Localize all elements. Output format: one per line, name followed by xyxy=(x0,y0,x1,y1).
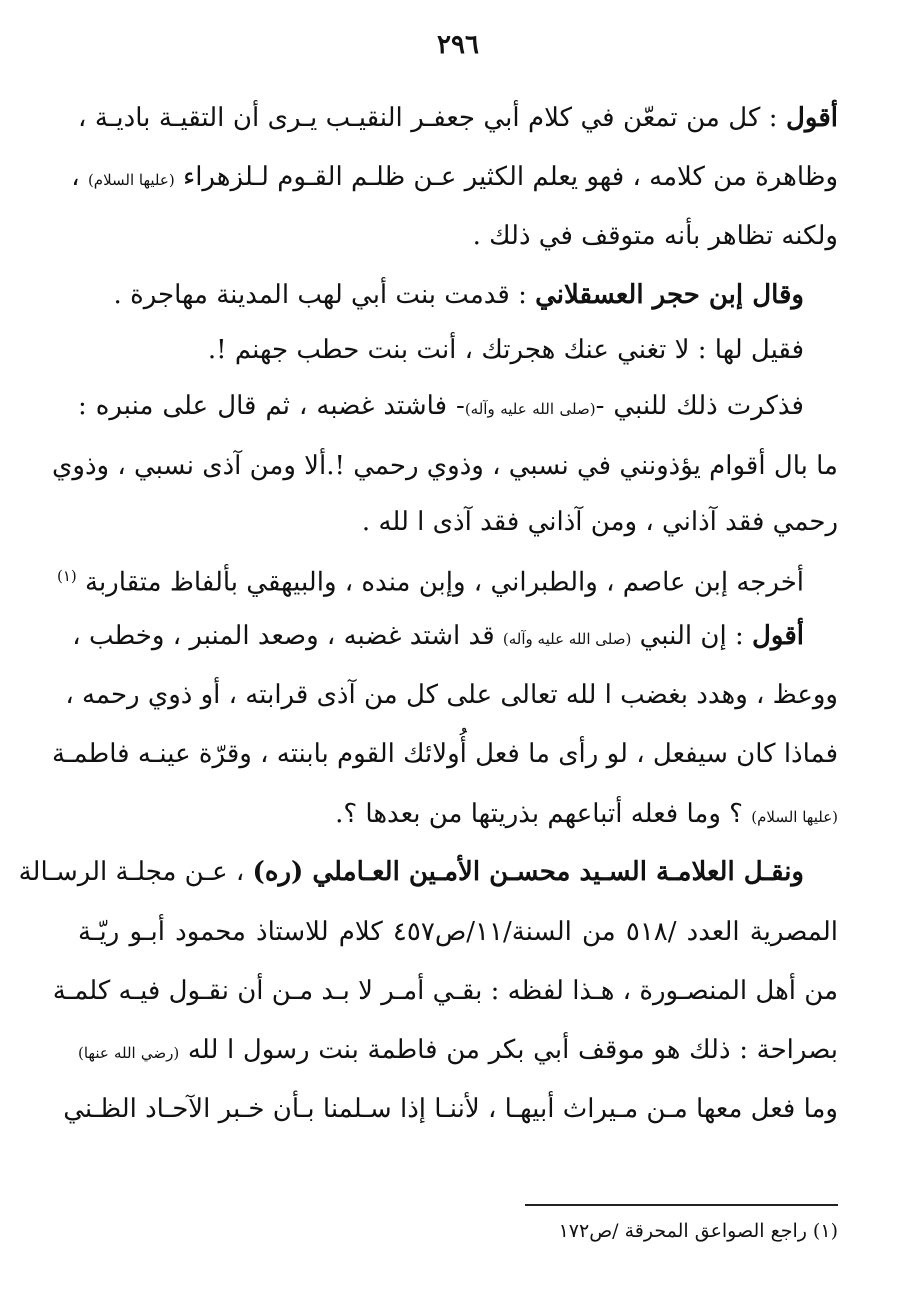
text-line: من أهل المنصـورة ، هـذا لفظه : بقـي أمـر لا بـد مـن أن نقـول فيـه كلمـة xyxy=(52,976,838,1006)
text-line: ووعظ ، وهدد بغضب ا لله تعالى على كل من آذى قرابته ، أو ذوي رحمه ، xyxy=(65,680,838,710)
text-line: المصرية العدد /٥١٨ من السنة/١١/ص٤٥٧ كلام للاستاذ محمود أبـو ريّـة xyxy=(78,917,838,947)
page-number: ٢٩٦ xyxy=(437,30,479,60)
text-line: أقول : إن النبي (صلى الله عليه وآله) قد اشتد غضبه ، وصعد المنبر ، وخطب ، xyxy=(72,621,804,651)
text-line: وقال إبن حجر العسقلاني : قدمت بنت أبي لهب المدينة مهاجرة . xyxy=(113,280,804,310)
text-line: أخرجه إبن عاصم ، والطبراني ، وإبن منده ، والبيهقي بألفاظ متقاربة $^{(١)}$ xyxy=(56,567,804,598)
text-line: وظاهرة من كلامه ، فهو يعلم الكثير عـن ظلـم القـوم لـلزهراء (عليها السلام) ، xyxy=(71,162,838,192)
text-line: (عليها السلام) ؟ وما فعله أتباعهم بذريتها من بعدها ؟. xyxy=(335,799,838,829)
text-line: وما فعل معها مـن مـيراث أبيهـا ، لأننـا إذا سـلمنا بـأن خـبر الآحـاد الظـني xyxy=(63,1094,838,1124)
text-line: فذكرت ذلك للنبي -(صلى الله عليه وآله)- فاشتد غضبه ، ثم قال على منبره : xyxy=(78,391,804,421)
footnote-divider xyxy=(525,1204,838,1206)
text-line: ولكنه تظاهر بأنه متوقف في ذلك . xyxy=(472,221,838,251)
text-line: أقول : كل من تمعّن في كلام أبي جعفـر النقيـب يـرى أن التقيـة باديـة ، xyxy=(78,103,838,133)
text-line: فماذا كان سيفعل ، لو رأى ما فعل أُولائك القوم بابنته ، وقرّة عينـه فاطمـة xyxy=(51,739,838,769)
text-line: رحمي فقد آذاني ، ومن آذاني فقد آذى ا لله . xyxy=(361,507,838,537)
text-line: فقيل لها : لا تغني عنك هجرتك ، أنت بنت حطب جهنم !. xyxy=(207,335,804,365)
text-line: ونقـل العلامـة السـيد محسـن الأمـين العـاملي (ره) ، عـن مجلـة الرسـالة xyxy=(18,857,804,887)
footnote: (١) راجع الصواعق المحرقة /ص١٧٢ xyxy=(558,1220,838,1242)
text-line: بصراحة : ذلك هو موقف أبي بكر من فاطمة بنت رسول ا لله (رضي الله عنها) xyxy=(78,1035,838,1065)
text-line: ما بال أقوام يؤذونني في نسبي ، وذوي رحمي !.ألا ومن آذى نسبي ، وذوي xyxy=(52,451,838,481)
